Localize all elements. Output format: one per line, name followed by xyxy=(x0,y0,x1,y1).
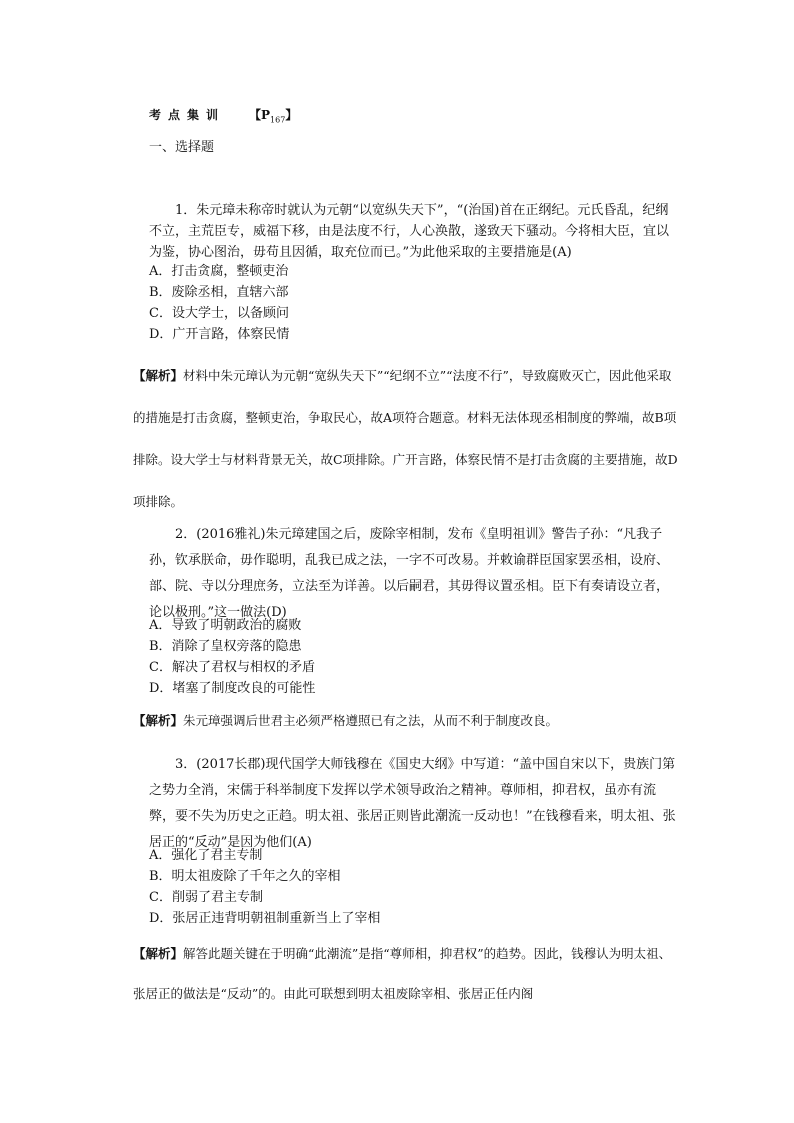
question-2-option-d: D．堵塞了制度改良的可能性 xyxy=(149,681,316,696)
section-title: 一、选择题 xyxy=(149,140,215,155)
heading-label: 考点集训 xyxy=(149,108,226,122)
question-2-analysis xyxy=(133,710,678,732)
question-3-stem xyxy=(149,752,677,856)
question-stem: 2．(2016雅礼)朱元璋建国之后，废除宰相制，发布《皇明祖训》警告子孙：“凡我子孙，钦承朕命，毋作聪明，乱我已成之法，一字不可改易。并敕谕群臣国家罢丞相，设府、部、院、寺以分理庶务，立法至为详善。以后嗣君，其毋得议置丞相。臣下有奏请设立者，论以极刑。”这一做法(D) xyxy=(149,527,670,620)
question-2-option-b: B．消除了皇权旁落的隐患 xyxy=(149,639,302,654)
question-3-option-a: A．强化了君主专制 xyxy=(149,848,263,863)
question-1-stem xyxy=(149,200,677,263)
exercise-heading xyxy=(149,107,297,128)
question-2-option-a: A．导致了明朝政治的腐败 xyxy=(149,618,302,633)
analysis-tag: 【解析】 xyxy=(133,713,184,728)
question-3-analysis xyxy=(133,934,678,1014)
question-stem: 3．(2017长郡)现代国学大师钱穆在《国史大纲》中写道：“盖中国自宋以下，贵族门第之势力全消，宋儒于科举制度下发挥以学术领导政治之精神。尊师相，抑君权，虽亦有流弊，要不失为历史之正趋。明太祖、张居正则皆此潮流一反动也！”在钱穆看来，明太祖、张居正的“反动”是因为他们(A) xyxy=(149,757,676,850)
question-1-option-b: B．废除丞相，直辖六部 xyxy=(149,285,289,300)
question-2-option-c: C．解决了君权与相权的矛盾 xyxy=(149,660,315,675)
analysis-tag: 【解析】 xyxy=(133,946,184,961)
analysis-text: 材料中朱元璋认为元朝“宽纵失天下”“纪纲不立”“法度不行”，导致腐败灭亡，因此他采取的措施是打击贪腐，整顿吏治，争取民心，故A项符合题意。材料无法体现丞相制度的弊端，故B项排除。设大学士与材料背景无关，故C项排除。广开言路，体察民情不是打击贪腐的主要措施，故D项排除。 xyxy=(133,368,678,509)
question-1-analysis xyxy=(133,355,678,523)
question-1-option-a: A．打击贪腐，整顿吏治 xyxy=(149,264,289,279)
question-stem: 1．朱元璋未称帝时就认为元朝“以宽纵失天下”，“(治国)首在正纲纪。元氏昏乱，纪纲不立，主荒臣专，威福下移，由是法度不行，人心涣散，遂致天下骚动。今将相大臣，宜以为鉴，协心图治，毋苟且因循，取充位而已。”为此他采取的主要措施是(A) xyxy=(149,203,670,260)
question-3-option-b: B．明太祖废除了千年之久的宰相 xyxy=(149,869,341,884)
analysis-text: 解答此题关键在于明确“此潮流”是指“尊师相，抑君权”的趋势。因此，钱穆认为明太祖、张居正的做法是“反动”的。由此可联想到明太祖废除宰相、张居正任内阁 xyxy=(133,946,672,1001)
question-1-option-d: D．广开言路，体察民情 xyxy=(149,327,290,342)
analysis-text: 朱元璋强调后世君主必须严格遵照已有之法，从而不利于制度改良。 xyxy=(183,713,559,728)
question-3-option-c: C．削弱了君主专制 xyxy=(149,890,263,905)
analysis-tag: 【解析】 xyxy=(133,368,184,383)
question-3-option-d: D．张居正违背明朝祖制重新当上了宰相 xyxy=(149,911,381,926)
question-2-stem xyxy=(149,522,677,626)
question-1-option-c: C．设大学士，以备顾问 xyxy=(149,306,289,321)
page-reference: 【$P_{167}$】 xyxy=(249,108,298,125)
